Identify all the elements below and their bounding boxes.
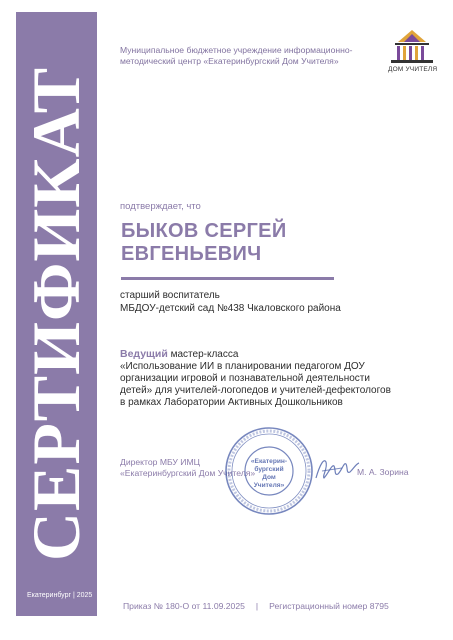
- organization-name: Муниципальное бюджетное учреждение информационно-методический центр «Екатеринбургский Дом Учителя»: [120, 45, 353, 66]
- recipient-name-line1: БЫКОВ СЕРГЕЙ: [121, 220, 287, 242]
- event-line3: детей» для учителей-логопедов и учителей-дефектологов: [120, 385, 391, 396]
- event-line1: «Использование ИИ в планировании педагогом ДОУ: [120, 361, 365, 372]
- stamp-line2: бургский: [254, 466, 284, 473]
- footer: [123, 601, 423, 611]
- confirms-text: подтверждает, что: [120, 201, 201, 212]
- position-line1: старший воспитатель: [120, 290, 220, 301]
- certificate-title: СЕРТИФИКАТ: [18, 66, 94, 562]
- role-text: мастер-класса: [170, 349, 239, 360]
- role-block: [120, 348, 430, 409]
- event-line2: организации игровой и познавательной деятельности: [120, 373, 370, 384]
- signer-name: М. А. Зорина: [357, 467, 409, 477]
- director-line1: Директор МБУ ИМЦ: [120, 457, 200, 467]
- stamp-line1: «Екатерин-: [250, 458, 288, 465]
- logo-caption: ДОМ УЧИТЕЛЯ: [388, 66, 438, 73]
- official-stamp-icon: [224, 426, 314, 516]
- city-year: Екатеринбург | 2025: [27, 592, 93, 599]
- role-label: Ведущий: [120, 348, 168, 360]
- director-line2: «Екатеринбургский Дом Учителя»: [120, 468, 256, 478]
- handwritten-signature-icon: [312, 454, 362, 484]
- footer-separator: |: [255, 601, 259, 611]
- stamp-line3: Дом: [262, 474, 276, 481]
- name-underline: [121, 277, 334, 280]
- order-number: Приказ № 180-О от 11.09.2025: [123, 601, 245, 611]
- event-line4: в рамках Лаборатории Активных Дошкольников: [120, 397, 343, 408]
- registration-number: Регистрационный номер 8795: [269, 601, 389, 611]
- recipient-name: [121, 220, 361, 266]
- stamp-line4: Учителя»: [253, 482, 285, 489]
- recipient-position: [120, 290, 420, 315]
- recipient-name-line2: ЕВГЕНЬЕВИЧ: [121, 243, 262, 265]
- position-line2: МБДОУ-детский сад №438 Чкаловского района: [120, 302, 341, 314]
